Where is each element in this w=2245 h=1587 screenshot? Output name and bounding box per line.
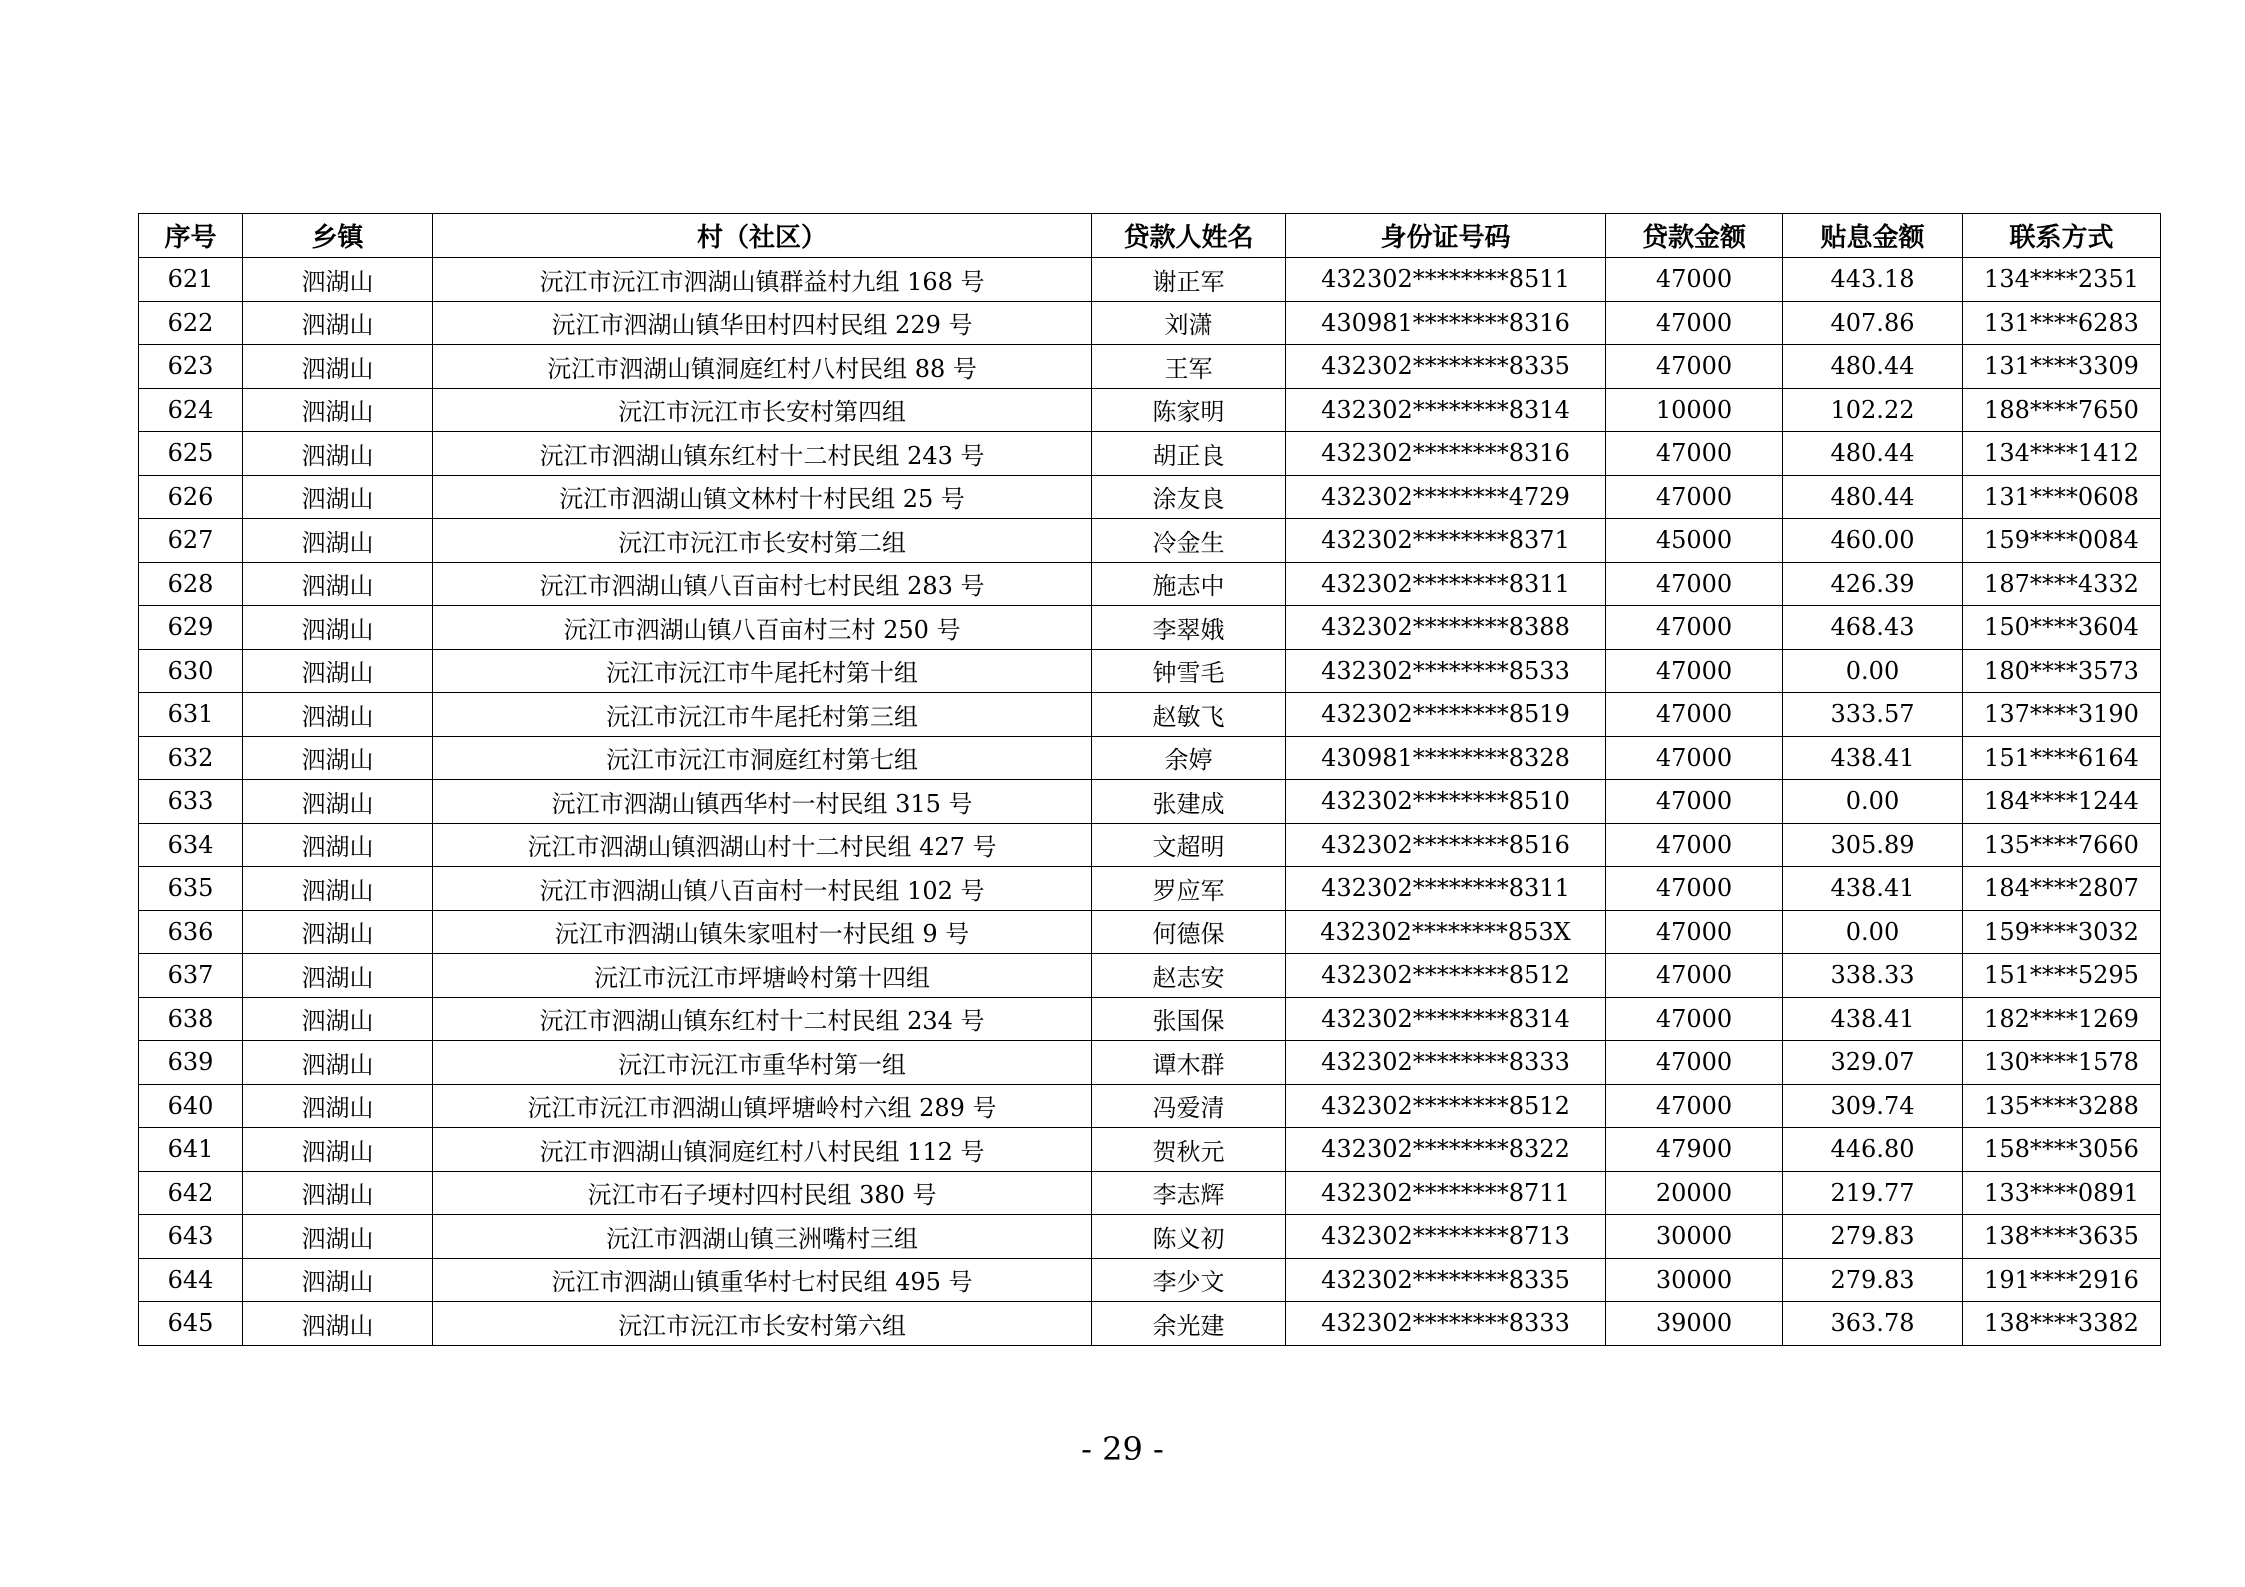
cell-col-id-number: 432302********8510	[1286, 780, 1606, 824]
table-row	[139, 693, 2161, 737]
cell-col-index: 635	[139, 867, 243, 911]
header-col-borrower-name: 贷款人姓名	[1092, 214, 1286, 258]
cell-col-borrower-name: 李翠娥	[1092, 606, 1286, 650]
cell-col-id-number: 432302********8314	[1286, 388, 1606, 432]
cell-col-index: 631	[139, 693, 243, 737]
cell-col-index: 622	[139, 301, 243, 345]
cell-col-township: 泗湖山	[243, 1128, 433, 1172]
cell-col-subsidy-amount: 279.83	[1783, 1215, 1963, 1259]
cell-col-contact: 150****3604	[1963, 606, 2161, 650]
cell-col-contact: 134****1412	[1963, 432, 2161, 476]
table-row	[139, 1128, 2161, 1172]
cell-col-index: 640	[139, 1084, 243, 1128]
cell-col-borrower-name: 王军	[1092, 345, 1286, 389]
cell-col-township: 泗湖山	[243, 258, 433, 302]
header-col-loan-amount: 贷款金额	[1606, 214, 1783, 258]
cell-col-contact: 131****6283	[1963, 301, 2161, 345]
cell-col-subsidy-amount: 0.00	[1783, 910, 1963, 954]
cell-col-contact: 135****3288	[1963, 1084, 2161, 1128]
cell-col-borrower-name: 涂友良	[1092, 475, 1286, 519]
table-row	[139, 1171, 2161, 1215]
cell-col-contact: 180****3573	[1963, 649, 2161, 693]
cell-col-village: 沅江市沅江市泗湖山镇坪塘岭村六组 289 号	[433, 1084, 1092, 1128]
cell-col-id-number: 432302********8512	[1286, 954, 1606, 998]
cell-col-township: 泗湖山	[243, 606, 433, 650]
cell-col-index: 632	[139, 736, 243, 780]
cell-col-index: 626	[139, 475, 243, 519]
cell-col-borrower-name: 冯爱清	[1092, 1084, 1286, 1128]
cell-col-borrower-name: 赵敏飞	[1092, 693, 1286, 737]
cell-col-borrower-name: 余光建	[1092, 1302, 1286, 1346]
table-row	[139, 997, 2161, 1041]
cell-col-contact: 131****0608	[1963, 475, 2161, 519]
cell-col-village: 沅江市泗湖山镇洞庭红村八村民组 88 号	[433, 345, 1092, 389]
cell-col-id-number: 432302********8388	[1286, 606, 1606, 650]
cell-col-township: 泗湖山	[243, 1084, 433, 1128]
cell-col-loan-amount: 47000	[1606, 693, 1783, 737]
table-row	[139, 1302, 2161, 1346]
cell-col-loan-amount: 47000	[1606, 562, 1783, 606]
cell-col-township: 泗湖山	[243, 519, 433, 563]
table-row	[139, 649, 2161, 693]
cell-col-index: 639	[139, 1041, 243, 1085]
cell-col-borrower-name: 施志中	[1092, 562, 1286, 606]
table-row	[139, 910, 2161, 954]
cell-col-borrower-name: 罗应军	[1092, 867, 1286, 911]
cell-col-township: 泗湖山	[243, 1171, 433, 1215]
table-row	[139, 954, 2161, 998]
cell-col-loan-amount: 47000	[1606, 867, 1783, 911]
cell-col-contact: 184****1244	[1963, 780, 2161, 824]
cell-col-index: 637	[139, 954, 243, 998]
cell-col-village: 沅江市沅江市洞庭红村第七组	[433, 736, 1092, 780]
cell-col-subsidy-amount: 0.00	[1783, 780, 1963, 824]
cell-col-id-number: 432302********8511	[1286, 258, 1606, 302]
cell-col-township: 泗湖山	[243, 867, 433, 911]
cell-col-loan-amount: 47000	[1606, 823, 1783, 867]
cell-col-village: 沅江市泗湖山镇朱家咀村一村民组 9 号	[433, 910, 1092, 954]
table-row	[139, 867, 2161, 911]
cell-col-borrower-name: 文超明	[1092, 823, 1286, 867]
table-row	[139, 345, 2161, 389]
cell-col-subsidy-amount: 468.43	[1783, 606, 1963, 650]
cell-col-contact: 138****3635	[1963, 1215, 2161, 1259]
table-row	[139, 1258, 2161, 1302]
cell-col-village: 沅江市泗湖山镇三洲嘴村三组	[433, 1215, 1092, 1259]
cell-col-index: 641	[139, 1128, 243, 1172]
cell-col-contact: 130****1578	[1963, 1041, 2161, 1085]
cell-col-loan-amount: 47000	[1606, 345, 1783, 389]
cell-col-township: 泗湖山	[243, 388, 433, 432]
cell-col-subsidy-amount: 426.39	[1783, 562, 1963, 606]
table-row	[139, 388, 2161, 432]
cell-col-subsidy-amount: 279.83	[1783, 1258, 1963, 1302]
cell-col-index: 636	[139, 910, 243, 954]
cell-col-township: 泗湖山	[243, 475, 433, 519]
cell-col-contact: 137****3190	[1963, 693, 2161, 737]
table-row	[139, 562, 2161, 606]
loan-subsidy-table	[138, 213, 2161, 1346]
cell-col-id-number: 432302********8533	[1286, 649, 1606, 693]
cell-col-village: 沅江市泗湖山镇重华村七村民组 495 号	[433, 1258, 1092, 1302]
cell-col-township: 泗湖山	[243, 910, 433, 954]
cell-col-borrower-name: 陈家明	[1092, 388, 1286, 432]
cell-col-township: 泗湖山	[243, 693, 433, 737]
table-row	[139, 1084, 2161, 1128]
cell-col-index: 629	[139, 606, 243, 650]
cell-col-loan-amount: 10000	[1606, 388, 1783, 432]
cell-col-loan-amount: 47000	[1606, 954, 1783, 998]
cell-col-subsidy-amount: 305.89	[1783, 823, 1963, 867]
cell-col-village: 沅江市石子埂村四村民组 380 号	[433, 1171, 1092, 1215]
cell-col-township: 泗湖山	[243, 954, 433, 998]
cell-col-subsidy-amount: 446.80	[1783, 1128, 1963, 1172]
cell-col-borrower-name: 谭木群	[1092, 1041, 1286, 1085]
cell-col-borrower-name: 张建成	[1092, 780, 1286, 824]
cell-col-id-number: 432302********8711	[1286, 1171, 1606, 1215]
table-row	[139, 1215, 2161, 1259]
cell-col-village: 沅江市泗湖山镇西华村一村民组 315 号	[433, 780, 1092, 824]
cell-col-index: 628	[139, 562, 243, 606]
cell-col-loan-amount: 47000	[1606, 606, 1783, 650]
cell-col-index: 621	[139, 258, 243, 302]
cell-col-subsidy-amount: 438.41	[1783, 867, 1963, 911]
cell-col-village: 沅江市泗湖山镇文林村十村民组 25 号	[433, 475, 1092, 519]
table-row	[139, 258, 2161, 302]
cell-col-township: 泗湖山	[243, 736, 433, 780]
page-number: - 29 -	[1081, 1430, 1164, 1468]
table-row	[139, 606, 2161, 650]
cell-col-contact: 158****3056	[1963, 1128, 2161, 1172]
cell-col-subsidy-amount: 338.33	[1783, 954, 1963, 998]
cell-col-borrower-name: 冷金生	[1092, 519, 1286, 563]
header-row	[139, 214, 2161, 258]
cell-col-id-number: 432302********8333	[1286, 1302, 1606, 1346]
cell-col-contact: 182****1269	[1963, 997, 2161, 1041]
cell-col-index: 645	[139, 1302, 243, 1346]
cell-col-subsidy-amount: 443.18	[1783, 258, 1963, 302]
cell-col-subsidy-amount: 480.44	[1783, 475, 1963, 519]
cell-col-loan-amount: 47000	[1606, 910, 1783, 954]
cell-col-index: 625	[139, 432, 243, 476]
cell-col-township: 泗湖山	[243, 1258, 433, 1302]
cell-col-township: 泗湖山	[243, 432, 433, 476]
cell-col-id-number: 432302********8512	[1286, 1084, 1606, 1128]
cell-col-id-number: 430981********8328	[1286, 736, 1606, 780]
header-col-subsidy-amount: 贴息金额	[1783, 214, 1963, 258]
cell-col-id-number: 432302********4729	[1286, 475, 1606, 519]
cell-col-borrower-name: 胡正良	[1092, 432, 1286, 476]
cell-col-loan-amount: 47000	[1606, 649, 1783, 693]
cell-col-subsidy-amount: 333.57	[1783, 693, 1963, 737]
cell-col-index: 627	[139, 519, 243, 563]
cell-col-index: 630	[139, 649, 243, 693]
table-row	[139, 823, 2161, 867]
cell-col-id-number: 432302********8316	[1286, 432, 1606, 476]
cell-col-subsidy-amount: 0.00	[1783, 649, 1963, 693]
cell-col-id-number: 430981********8316	[1286, 301, 1606, 345]
cell-col-contact: 188****7650	[1963, 388, 2161, 432]
cell-col-township: 泗湖山	[243, 649, 433, 693]
cell-col-loan-amount: 39000	[1606, 1302, 1783, 1346]
loan-subsidy-table-container	[138, 213, 2160, 1346]
cell-col-contact: 159****3032	[1963, 910, 2161, 954]
cell-col-village: 沅江市沅江市长安村第四组	[433, 388, 1092, 432]
cell-col-id-number: 432302********8311	[1286, 867, 1606, 911]
cell-col-borrower-name: 贺秋元	[1092, 1128, 1286, 1172]
cell-col-index: 634	[139, 823, 243, 867]
cell-col-village: 沅江市沅江市泗湖山镇群益村九组 168 号	[433, 258, 1092, 302]
cell-col-id-number: 432302********8333	[1286, 1041, 1606, 1085]
cell-col-loan-amount: 47000	[1606, 301, 1783, 345]
cell-col-village: 沅江市沅江市长安村第二组	[433, 519, 1092, 563]
cell-col-loan-amount: 47000	[1606, 780, 1783, 824]
cell-col-village: 沅江市泗湖山镇八百亩村三村 250 号	[433, 606, 1092, 650]
cell-col-loan-amount: 47900	[1606, 1128, 1783, 1172]
cell-col-id-number: 432302********8516	[1286, 823, 1606, 867]
table-row	[139, 736, 2161, 780]
header-col-index: 序号	[139, 214, 243, 258]
cell-col-subsidy-amount: 407.86	[1783, 301, 1963, 345]
table-row	[139, 780, 2161, 824]
cell-col-index: 644	[139, 1258, 243, 1302]
cell-col-subsidy-amount: 480.44	[1783, 345, 1963, 389]
cell-col-subsidy-amount: 329.07	[1783, 1041, 1963, 1085]
cell-col-subsidy-amount: 363.78	[1783, 1302, 1963, 1346]
cell-col-subsidy-amount: 480.44	[1783, 432, 1963, 476]
cell-col-village: 沅江市泗湖山镇泗湖山村十二村民组 427 号	[433, 823, 1092, 867]
cell-col-subsidy-amount: 460.00	[1783, 519, 1963, 563]
cell-col-subsidy-amount: 438.41	[1783, 997, 1963, 1041]
cell-col-id-number: 432302********8322	[1286, 1128, 1606, 1172]
cell-col-village: 沅江市沅江市牛尾托村第十组	[433, 649, 1092, 693]
cell-col-borrower-name: 谢正军	[1092, 258, 1286, 302]
header-col-id-number: 身份证号码	[1286, 214, 1606, 258]
cell-col-subsidy-amount: 438.41	[1783, 736, 1963, 780]
cell-col-township: 泗湖山	[243, 780, 433, 824]
cell-col-id-number: 432302********8314	[1286, 997, 1606, 1041]
cell-col-village: 沅江市泗湖山镇华田村四村民组 229 号	[433, 301, 1092, 345]
cell-col-township: 泗湖山	[243, 345, 433, 389]
cell-col-contact: 159****0084	[1963, 519, 2161, 563]
table-row	[139, 519, 2161, 563]
table-body	[139, 258, 2161, 1346]
cell-col-township: 泗湖山	[243, 823, 433, 867]
cell-col-borrower-name: 钟雪毛	[1092, 649, 1286, 693]
cell-col-loan-amount: 47000	[1606, 1084, 1783, 1128]
table-row	[139, 475, 2161, 519]
cell-col-index: 624	[139, 388, 243, 432]
cell-col-loan-amount: 30000	[1606, 1215, 1783, 1259]
cell-col-index: 638	[139, 997, 243, 1041]
cell-col-loan-amount: 47000	[1606, 475, 1783, 519]
cell-col-borrower-name: 李少文	[1092, 1258, 1286, 1302]
cell-col-borrower-name: 刘潇	[1092, 301, 1286, 345]
cell-col-subsidy-amount: 309.74	[1783, 1084, 1963, 1128]
cell-col-contact: 191****2916	[1963, 1258, 2161, 1302]
cell-col-contact: 131****3309	[1963, 345, 2161, 389]
cell-col-subsidy-amount: 102.22	[1783, 388, 1963, 432]
cell-col-township: 泗湖山	[243, 301, 433, 345]
cell-col-borrower-name: 余婷	[1092, 736, 1286, 780]
cell-col-contact: 187****4332	[1963, 562, 2161, 606]
cell-col-index: 623	[139, 345, 243, 389]
cell-col-loan-amount: 47000	[1606, 258, 1783, 302]
cell-col-index: 643	[139, 1215, 243, 1259]
cell-col-village: 沅江市泗湖山镇洞庭红村八村民组 112 号	[433, 1128, 1092, 1172]
cell-col-loan-amount: 47000	[1606, 997, 1783, 1041]
cell-col-township: 泗湖山	[243, 562, 433, 606]
table-row	[139, 432, 2161, 476]
cell-col-village: 沅江市沅江市长安村第六组	[433, 1302, 1092, 1346]
cell-col-township: 泗湖山	[243, 1215, 433, 1259]
table-row	[139, 301, 2161, 345]
cell-col-village: 沅江市沅江市坪塘岭村第十四组	[433, 954, 1092, 998]
table-header	[139, 214, 2161, 258]
cell-col-loan-amount: 20000	[1606, 1171, 1783, 1215]
cell-col-township: 泗湖山	[243, 1302, 433, 1346]
header-col-village: 村（社区）	[433, 214, 1092, 258]
header-col-contact: 联系方式	[1963, 214, 2161, 258]
cell-col-loan-amount: 45000	[1606, 519, 1783, 563]
cell-col-contact: 134****2351	[1963, 258, 2161, 302]
cell-col-contact: 135****7660	[1963, 823, 2161, 867]
cell-col-contact: 151****5295	[1963, 954, 2161, 998]
table-row	[139, 1041, 2161, 1085]
cell-col-id-number: 432302********8519	[1286, 693, 1606, 737]
cell-col-village: 沅江市泗湖山镇八百亩村一村民组 102 号	[433, 867, 1092, 911]
header-col-township: 乡镇	[243, 214, 433, 258]
cell-col-borrower-name: 张国保	[1092, 997, 1286, 1041]
cell-col-contact: 138****3382	[1963, 1302, 2161, 1346]
cell-col-subsidy-amount: 219.77	[1783, 1171, 1963, 1215]
cell-col-borrower-name: 李志辉	[1092, 1171, 1286, 1215]
cell-col-id-number: 432302********8713	[1286, 1215, 1606, 1259]
cell-col-borrower-name: 陈义初	[1092, 1215, 1286, 1259]
cell-col-village: 沅江市泗湖山镇东红村十二村民组 234 号	[433, 997, 1092, 1041]
cell-col-contact: 133****0891	[1963, 1171, 2161, 1215]
cell-col-borrower-name: 何德保	[1092, 910, 1286, 954]
cell-col-index: 642	[139, 1171, 243, 1215]
cell-col-id-number: 432302********853X	[1286, 910, 1606, 954]
cell-col-contact: 151****6164	[1963, 736, 2161, 780]
cell-col-borrower-name: 赵志安	[1092, 954, 1286, 998]
cell-col-loan-amount: 30000	[1606, 1258, 1783, 1302]
cell-col-contact: 184****2807	[1963, 867, 2161, 911]
cell-col-village: 沅江市泗湖山镇八百亩村七村民组 283 号	[433, 562, 1092, 606]
cell-col-id-number: 432302********8335	[1286, 345, 1606, 389]
cell-col-id-number: 432302********8311	[1286, 562, 1606, 606]
cell-col-township: 泗湖山	[243, 997, 433, 1041]
cell-col-index: 633	[139, 780, 243, 824]
cell-col-id-number: 432302********8335	[1286, 1258, 1606, 1302]
cell-col-village: 沅江市沅江市重华村第一组	[433, 1041, 1092, 1085]
cell-col-loan-amount: 47000	[1606, 1041, 1783, 1085]
cell-col-village: 沅江市泗湖山镇东红村十二村民组 243 号	[433, 432, 1092, 476]
cell-col-village: 沅江市沅江市牛尾托村第三组	[433, 693, 1092, 737]
cell-col-loan-amount: 47000	[1606, 736, 1783, 780]
cell-col-township: 泗湖山	[243, 1041, 433, 1085]
cell-col-loan-amount: 47000	[1606, 432, 1783, 476]
cell-col-id-number: 432302********8371	[1286, 519, 1606, 563]
